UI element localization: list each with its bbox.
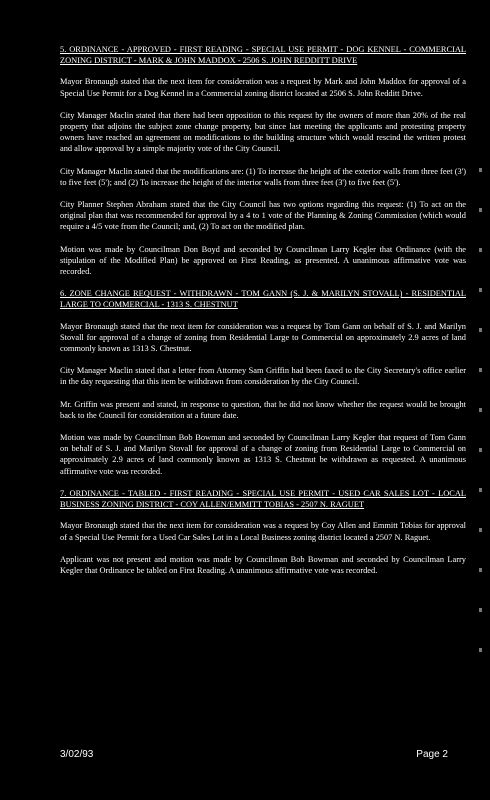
- agenda-item-7: [60, 488, 466, 576]
- paragraph: Motion was made by Councilman Don Boyd and seconded by Councilman Larry Kegler that Ordinance (with the stipulation of the Modified Plan) be approved on First Reading, as presented. A unanimous affirmative vote was recorded.: [60, 244, 466, 277]
- paragraph: Applicant was not present and motion was made by Councilman Bob Bowman and seconded by Councilman Larry Kegler that Ordinance be tabled on First Reading. A unanimous affirmative vote was recorded.: [60, 554, 466, 575]
- paragraph: Mayor Bronaugh stated that the next item for consideration was a request by Coy Allen and Emmitt Tobias for approval of a Special Use Permit for a Used Car Sales Lot in a Local Business zoning district located a 2507 N. Raguet.: [60, 521, 466, 542]
- item-heading: 7. ORDINANCE - TABLED - FIRST READING - SPECIAL USE PERMIT - USED CAR SALES LOT - LOCAL BUSINESS ZONING DISTRICT - COY ALLEN/EMMITT TOBIAS - 2507 N. RAGUET: [60, 488, 466, 510]
- agenda-item-6: [60, 288, 466, 477]
- paragraph: Mr. Griffin was present and stated, in response to question, that he did not know whether the request would be brought back to the Council for consideration at a future date.: [60, 399, 466, 420]
- item-heading: 5. ORDINANCE - APPROVED - FIRST READING - SPECIAL USE PERMIT - DOG KENNEL - COMMERCIAL ZONING DISTRICT - MARK & JOHN MADDOX - 2506 S. JOHN REDDITT DRIVE: [60, 45, 466, 66]
- paragraph: City Manager Maclin stated that the modifications are: (1) To increase the height of the exterior walls from three feet (3') to five feet (5'); and (2) To increase the height of the interior walls from three feet (3') to five feet (5').: [60, 166, 466, 187]
- page-number: Page 2: [416, 749, 448, 760]
- paragraph: Mayor Bronaugh stated that the next item for consideration was a request by Mark and John Maddox for approval of a Special Use Permit for a Dog Kennel in a Commercial zoning district located at 2506 S. John Redditt Drive.: [60, 77, 466, 98]
- paragraph: City Manager Maclin stated that there had been opposition to this request by the owners of more than 20% of the real property that adjoins the subject zone change property, but since last meeting the applicants and protesting property owners have reached an agreement on modifications to the building structure which would rescind the written protest and allow approval by a simple majority vote of the City Council.: [60, 110, 466, 154]
- paragraph: City Manager Maclin stated that a letter from Attorney Sam Griffin had been faxed to the City Secretary's office earlier in the day requesting that this item be withdrawn from consideration by the City Council.: [60, 366, 466, 387]
- paragraph: City Planner Stephen Abraham stated that the City Council has two options regarding this request: (1) To act on the original plan that was recommended for approval by a 4 to 1 vote of the Planning & Zoning Commission (which would require a 4/5 vote from the Council; and, (2) To act on the modified plan.: [60, 200, 466, 232]
- paragraph: Motion was made by Councilman Bob Bowman and seconded by Councilman Larry Kegler that request of Tom Gann on behalf of S. J. and Marilyn Stovall for approval of a change of zoning from Residential Large to Commercial on approximately 2.9 acres of land commonly known as 1313 S. Chestnut be withdrawn as requested. A unanimous affirmative vote was recorded.: [60, 433, 466, 476]
- footer-date: 3/02/93: [60, 749, 94, 760]
- scan-edge-artifact: [479, 150, 482, 670]
- item-heading: 6. ZONE CHANGE REQUEST - WITHDRAWN - TOM GANN (S. J. & MARILYN STOVALL) - RESIDENTIAL LARGE TO COMMERCIAL - 1313 S. CHESTNUT: [60, 289, 466, 310]
- page-footer: [60, 749, 448, 760]
- agenda-item-5: [60, 44, 466, 277]
- paragraph: Mayor Bronaugh stated that the next item for consideration was a request by Tom Gann on behalf of S. J. and Marilyn Stovall for approval of a change of zoning from Residential Large to Commercial on approximately 2.9 acres of land commonly known as 1313 S. Chestnut.: [60, 321, 466, 354]
